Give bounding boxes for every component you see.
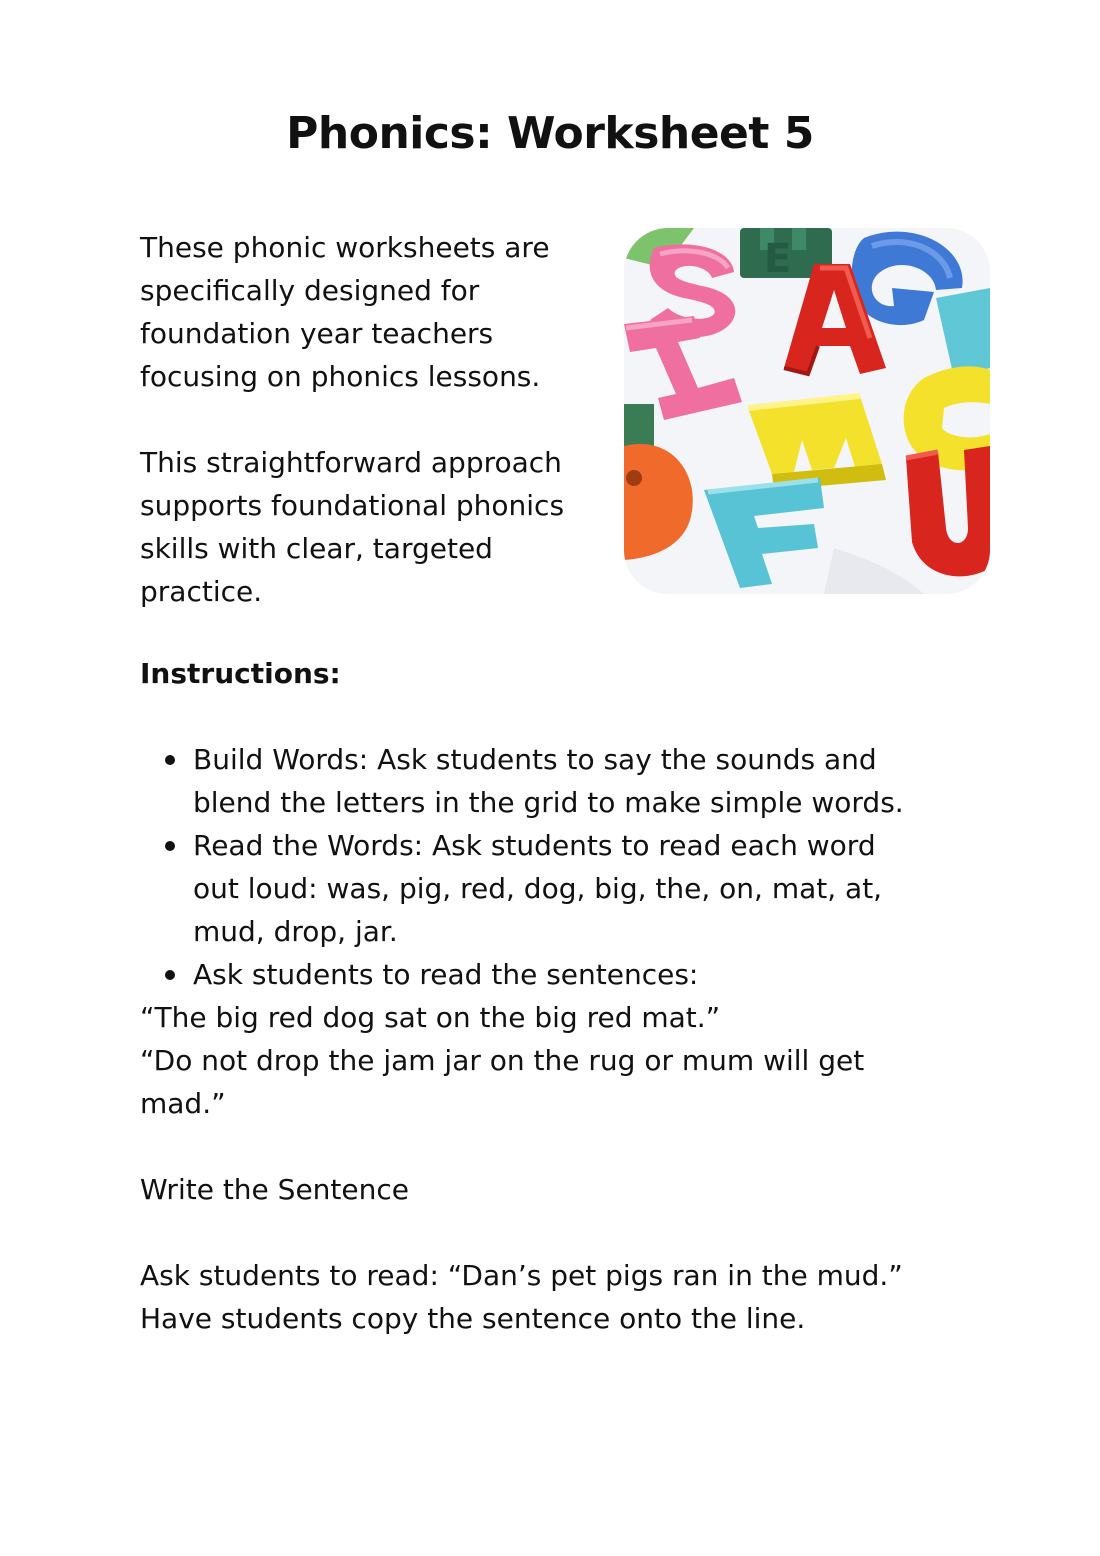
write-sentence-heading: Write the Sentence (140, 1173, 409, 1206)
write-instruction-line: Have students copy the sentence onto the line. (140, 1302, 806, 1335)
list-item-text: Build Words: Ask students to say the sounds and blend the letters in the grid to make simple words. (193, 743, 904, 819)
intro-text (140, 226, 610, 613)
page-title: Phonics: Worksheet 5 (286, 108, 814, 159)
write-sentence-instructions (140, 1254, 940, 1340)
intro-paragraph: This straightforward approach supports foundational phonics skills with clear, targeted practice. (140, 446, 565, 608)
bullet-icon (165, 841, 175, 851)
wooden-letters-illustration (624, 228, 990, 594)
intro-paragraph: These phonic worksheets are specifically designed for foundation year teachers focusing on phonics lessons. (140, 231, 550, 393)
bullet-icon (165, 970, 175, 980)
alphabet-letters-image (624, 228, 990, 594)
list-item (140, 824, 913, 953)
instructions-list (140, 738, 940, 996)
instructions-heading: Instructions: (140, 657, 341, 690)
practice-sentence: “Do not drop the jam jar on the rug or mum will get mad.” (140, 1044, 865, 1120)
write-instruction-line: Ask students to read: “Dan’s pet pigs ran in the mud.” (140, 1259, 903, 1292)
letter-e-glyph: E (764, 236, 792, 282)
list-item (140, 738, 913, 824)
bullet-icon (165, 755, 175, 765)
list-item (140, 953, 913, 996)
instructions-section (140, 652, 940, 1340)
list-item-text: Ask students to read the sentences: (193, 958, 699, 991)
practice-sentence: “The big red dog sat on the big red mat.” (140, 1001, 721, 1034)
list-item-text: Read the Words: Ask students to read each word out loud: was, pig, red, dog, big, the, on, mat, at, mud, drop, jar. (193, 829, 883, 948)
